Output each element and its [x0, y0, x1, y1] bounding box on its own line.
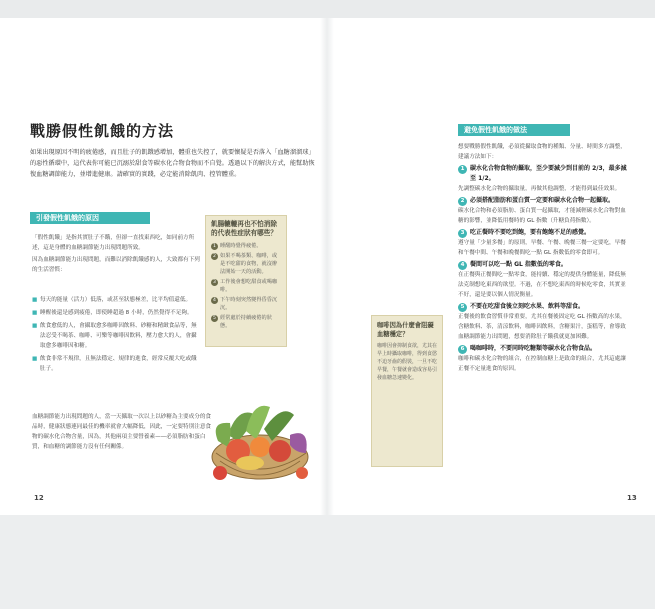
- page-number-left: 12: [34, 494, 44, 502]
- page-title: 戰勝假性飢餓的方法: [30, 122, 175, 140]
- list-item: ■ 飲食非常不規律，且無法穩定、規律的進食，經常反覆大吃或餓肚子。: [32, 356, 197, 372]
- intro-paragraph: 如果出現原因不明的疲倦感，而且肚子的飢餓感增加，體重也失控了，就要懷疑是否落入「血糖溜溜球」的惡性循環中，這代表你可能已沉溺於甜食等碳水化合物食物而不自覺。透過以下的解決方式，能幫助恢復血糖調節能力，並增進健康。請確實的實踐，必定能消除飢肉、控管體重。: [30, 149, 315, 178]
- tip-5: [458, 302, 628, 342]
- causes-paragraph: [32, 233, 200, 275]
- tip-body: 正餐後的飲食習慣非常重要，尤其在餐後固定吃 GL 指數高的水果，含糖飲料、茶，清涼飲料，咖啡因飲料，含糖果汁，蛋糕等，會導致血糖調節能力出問題，想要消除肚子餓我就更加困難。: [458, 314, 626, 340]
- tip-heading: 6 喝咖啡時，不要同時吃糖類等碳水化合物食品。: [458, 344, 628, 354]
- number-badge: 1: [458, 165, 467, 174]
- symptom-sidebar: [205, 215, 287, 347]
- bullet-icon: ■: [32, 323, 38, 329]
- tip-heading: 5 不要在吃甜食後立刻吃水果、飲料等甜食。: [458, 302, 628, 312]
- tip-6: [458, 344, 628, 374]
- symptom-list: [206, 242, 286, 330]
- vegetable-basket-illustration: [198, 395, 323, 490]
- tip-3: [458, 228, 628, 258]
- bottom-margin: [0, 515, 655, 609]
- list-item: 4 下午時刻突然變得昏昏沉沉。: [211, 296, 282, 312]
- list-item: 5 經常處於持續疲倦的狀態。: [211, 314, 282, 330]
- top-margin: [0, 0, 655, 18]
- sidebar-title: 咖啡因為什麼會阻礙血糖穩定？: [377, 322, 434, 338]
- tip-4: [458, 260, 628, 300]
- tip-1: [458, 164, 628, 194]
- section-heading-avoid: 避免假性飢餓的做法: [458, 124, 570, 136]
- coffee-sidebar: [371, 315, 443, 467]
- carb-paragraph: 血糖調節能力出現問題的人，當一天攝取一次以上以砂糖為主要成分的食品時，健康狀態連同最佳的機率就會大幅降低，因此，一定要特別注意食物的碳水化合物含量，因為，其他兩項主要營養素——必須脂肪和蛋白質，和血糖的調節能力沒有任何關係。: [32, 414, 212, 450]
- bullet-icon: ■: [32, 297, 38, 303]
- tip-body: 碳水化合物和必須脂肪、蛋白質一起攝取，才能減輕碳水化合物對血糖的影響，並降低用餐時的 GL 指數（升糖負荷指數）。: [458, 208, 626, 224]
- list-item: ■ 每天的能量（活力）低落，或甚至狀態極差，比平均值還低。: [32, 297, 192, 303]
- causes-para-1: 「假性飢餓」是指其實肚子不餓，但卻一直找東西吃，如同前方所述，這是身體的血糖調節能力出現問題所致。: [32, 235, 195, 251]
- number-badge: 3: [211, 279, 218, 286]
- sidebar-text: 咖啡因會抑制食欲，尤其在早上時攝取咖啡，得到食慾不迫牙齒的假裝，一旦不吃早餐，午餐就會造成容易引發血糖急速變化。: [377, 343, 438, 381]
- tip-heading: 4 餐間可以吃一點 GL 指數低的零食。: [458, 260, 628, 270]
- number-badge: 2: [211, 253, 218, 260]
- bullet-icon: ■: [32, 356, 38, 362]
- number-badge: 4: [458, 261, 467, 270]
- tip-body: 咖啡和碳水化合物的組合，在控制血糖上是致命的組合，尤其這處讓正餐不定量進食的原因。: [458, 356, 626, 372]
- tip-heading: 1 碳水化合物食物的攝取，至少要減少到目前的 2/3，最多減至 1/2。: [458, 164, 628, 184]
- tip-body: 先調整碳水化合物的攝取量，再做其他調整，才能得到最佳效果。: [458, 186, 621, 192]
- list-item: 1 睡醒時覺得疲倦。: [211, 242, 282, 250]
- list-item: ■ 睡醒後還是感到疲倦，即使睡超過 8 小時，仍然覺得不足夠。: [32, 310, 193, 316]
- tip-2: [458, 196, 628, 226]
- page-number-right: 13: [627, 494, 637, 502]
- number-badge: 1: [211, 243, 218, 250]
- number-badge: 5: [458, 303, 467, 312]
- number-badge: 2: [458, 197, 467, 206]
- list-item: 3 工作後會想吃甜食或喝咖啡。: [211, 278, 282, 294]
- habit-list: [32, 295, 200, 377]
- number-badge: 6: [458, 345, 467, 354]
- number-badge: 3: [458, 229, 467, 238]
- list-item: 2 如果不喝茶類、咖啡，或是不吃甜的食物，就沒辦法開始一天的活動。: [211, 252, 282, 276]
- number-badge: 5: [211, 315, 218, 322]
- number-badge: 4: [211, 297, 218, 304]
- tips-intro: 想要戰勝假性飢餓，必須從攝取食物的種類、分量、時間多方調整，建議方法如下：: [458, 144, 626, 160]
- bullet-icon: ■: [32, 310, 38, 316]
- list-item: ■ 飲食愈低的人，會攝取愈多咖啡因飲料、砂糖和精緻食品等，無法忍受不喝茶、咖啡、可樂等咖啡因飲料，壓力愈大的人，會攝取愈多咖啡因和糖。: [32, 323, 197, 349]
- tip-body: 遵守量「少量多餐」的原則，早餐、午餐、晚餐三餐一定要吃，早餐和午餐中間、午餐和晚餐間吃一點 GL 指數低的零食即可。: [458, 240, 626, 256]
- tip-heading: 3 吃正餐時不要吃到飽，要有飽飽不足的感覺。: [458, 228, 628, 238]
- causes-para-2: 因為血糖調節能力出現問題，而難以消除飢餓感的人，大致都有下列的生活習慣：: [32, 257, 200, 273]
- tip-body: 在正餐與正餐間吃一點零食，能持續、穩定的提供身體能量，降低無法克制想吃東西的欲望。不過，在不想吃東西的時候吃零食，其實並不好，還是要以個人情況衡量。: [458, 272, 626, 298]
- tips-column: [458, 142, 628, 374]
- tip-heading: 2 必須搭配脂肪和蛋白質一定要和碳水化合物一起攝取。: [458, 196, 628, 206]
- sidebar-title: 飢腸轆轆再也不怕消除的代表性症狀有哪些？: [211, 220, 277, 237]
- section-heading-causes: 引發假性飢餓的原因: [30, 212, 150, 224]
